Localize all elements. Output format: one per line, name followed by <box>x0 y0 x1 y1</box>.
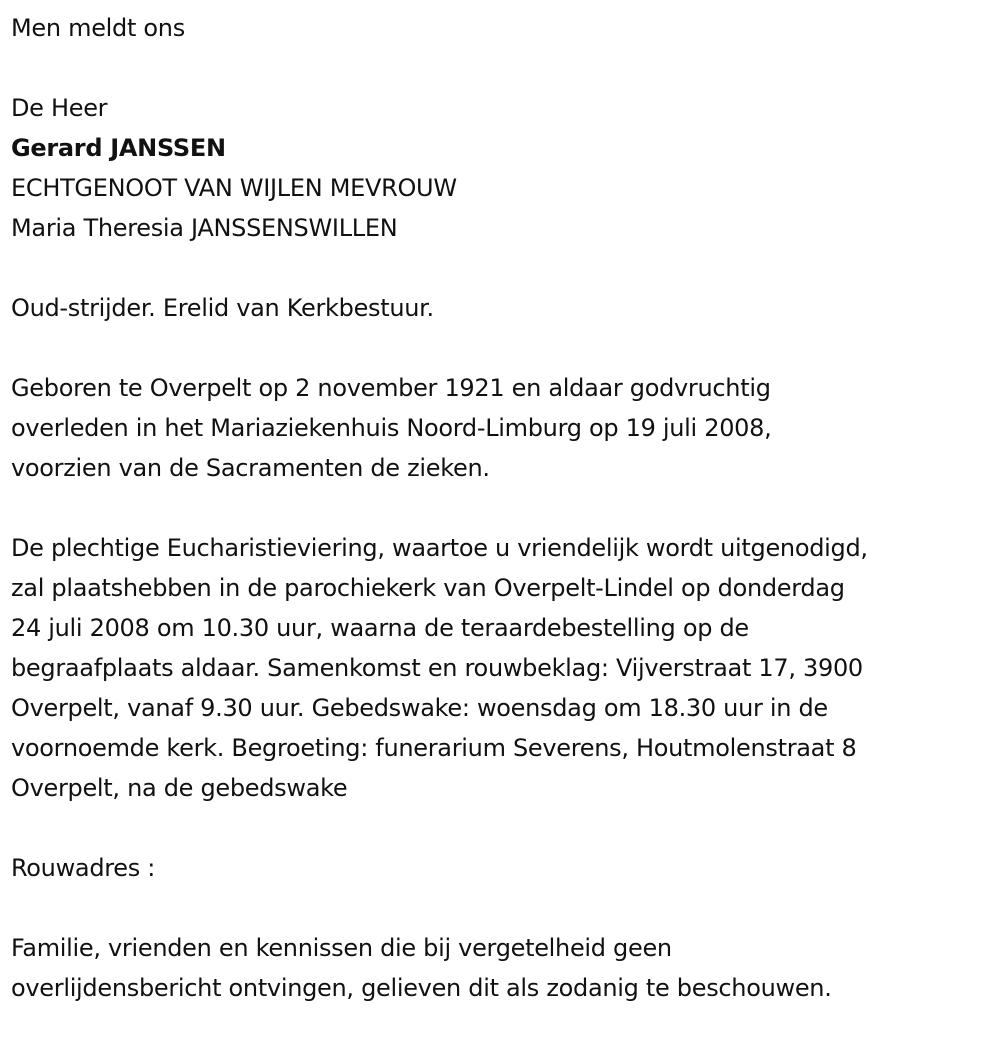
ceremony-paragraph: De plechtige Eucharistieviering, waartoe u vriendelijk wordt uitgenodigd, zal plaatshebben in de parochiekerk van Overpelt-Lindel op donderdag 24 juli 2008 om 10.30 uur, waarna de teraardebestelling op de begraafplaats aldaar. Samenkomst en rouwbeklag: Vijverstraat 17, 3900 Overpelt, vanaf 9.30 uur. Gebedswake: woensdag om 18.30 uur in de voornoemde kerk. Begroeting: funerarium Severens, Houtmolenstraat 8 Overpelt, na de gebedswake <box>11 534 868 802</box>
spacer <box>11 488 995 528</box>
spacer <box>11 808 995 848</box>
spacer <box>11 48 995 88</box>
intro-line: Men meldt ons <box>11 14 185 42</box>
honors-line: Oud-strijder. Erelid van Kerkbestuur. <box>11 294 434 322</box>
birth-death-paragraph: Geboren te Overpelt op 2 november 1921 en aldaar godvruchtig overleden in het Mariaziekenhuis Noord-Limburg op 19 juli 2008, voorzien van de Sacramenten de zieken. <box>11 374 772 482</box>
title-prefix: De Heer <box>11 94 108 122</box>
death-notice <box>11 8 995 1008</box>
spacer <box>11 888 995 928</box>
spacer <box>11 248 995 288</box>
spacer <box>11 328 995 368</box>
closing-paragraph: Familie, vrienden en kennissen die bij vergetelheid geen overlijdensbericht ontvingen, gelieven dit als zodanig te beschouwen. <box>11 934 832 1002</box>
spouse-name: Maria Theresia JANSSENSWILLEN <box>11 214 398 242</box>
relation-line: ECHTGENOOT VAN WIJLEN MEVROUW <box>11 174 457 202</box>
address-label: Rouwadres : <box>11 854 156 882</box>
deceased-name: Gerard JANSSEN <box>11 134 226 162</box>
